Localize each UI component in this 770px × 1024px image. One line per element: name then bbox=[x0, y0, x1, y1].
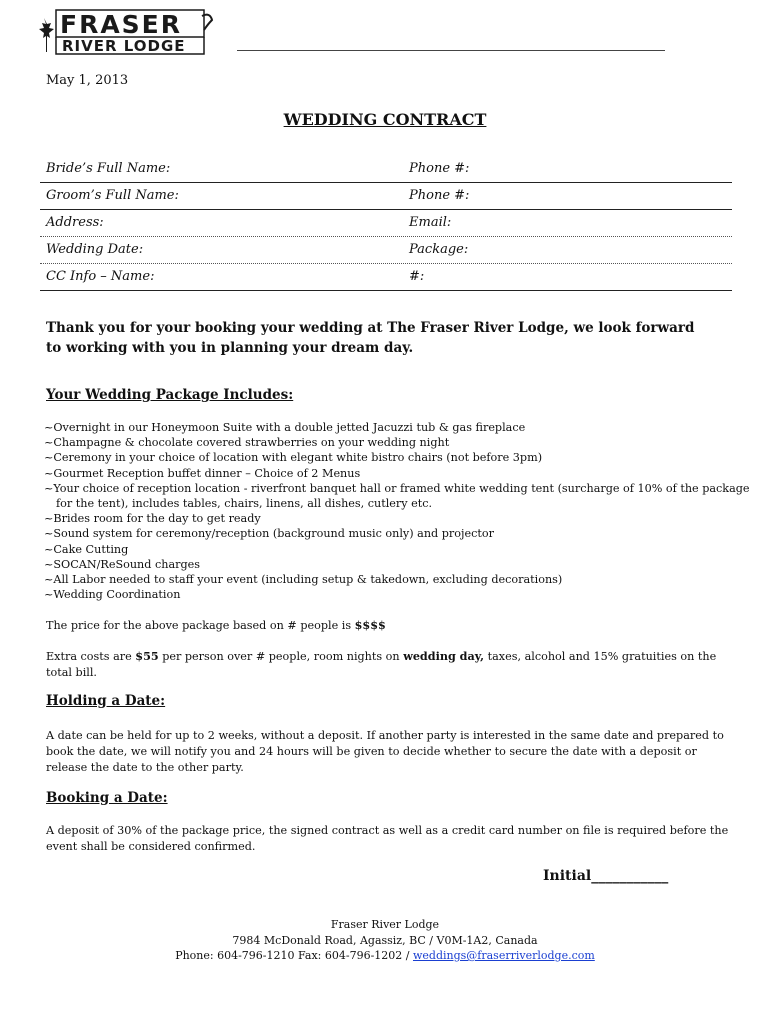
logo-line-2: RIVER LODGE bbox=[62, 37, 186, 55]
bride-name-label: Bride’s Full Name: bbox=[46, 161, 171, 176]
field-row-groom[interactable] bbox=[40, 183, 732, 210]
booking-heading: Booking a Date: bbox=[46, 790, 168, 806]
field-row-cc-info[interactable] bbox=[40, 264, 732, 291]
list-item: ~Brides room for the day to get ready bbox=[44, 512, 261, 526]
price-line bbox=[46, 617, 736, 634]
thank-you-message: Thank you for your booking your wedding at The Fraser River Lodge, we look forward to working with you in planning your dream day. bbox=[46, 320, 695, 356]
package-label: Package: bbox=[409, 242, 469, 257]
logo-line-1: FRASER bbox=[60, 10, 183, 39]
price-text: The price for the above package based on # people is bbox=[46, 619, 355, 632]
package-heading: Your Wedding Package Includes: bbox=[46, 387, 294, 403]
cc-number-label: #: bbox=[409, 269, 425, 284]
list-item: ~All Labor needed to staff your event (including setup & takedown, excluding decorations) bbox=[44, 573, 563, 587]
page-title: WEDDING CONTRACT bbox=[283, 110, 487, 129]
bride-phone-label: Phone #: bbox=[409, 161, 470, 176]
contract-date: May 1, 2013 bbox=[46, 73, 129, 88]
list-item: ~SOCAN/ReSound charges bbox=[44, 557, 200, 571]
groom-name-label: Groom’s Full Name: bbox=[46, 188, 179, 203]
footer-phone: Phone: 604-796-1210 Fax: 604-796-1202 / bbox=[175, 949, 413, 962]
footer-address: 7984 McDonald Road, Agassiz, BC / V0M-1A2, Canada bbox=[232, 933, 538, 947]
extra-wedding-day: wedding day, bbox=[403, 649, 485, 663]
list-item: ~Cake Cutting bbox=[44, 542, 129, 556]
list-item: ~Champagne & chocolate covered strawberries on your wedding night bbox=[44, 436, 450, 450]
list-item: ~Your choice of reception location - riverfront banquet hall or framed white wedding tent (surcharge of 10% of the package bbox=[44, 481, 750, 495]
extra-costs-line bbox=[46, 648, 736, 681]
contact-fields bbox=[40, 156, 732, 291]
footer-email-link[interactable]: weddings@fraserriverlodge.com bbox=[412, 949, 595, 962]
groom-phone-label: Phone #: bbox=[409, 188, 470, 203]
initial-signature-line[interactable]: Initial___________ bbox=[543, 868, 669, 884]
footer-contact bbox=[0, 948, 770, 964]
holding-heading: Holding a Date: bbox=[46, 693, 166, 709]
lodge-logo bbox=[34, 8, 214, 56]
header-rule bbox=[237, 50, 665, 51]
wedding-date-label: Wedding Date: bbox=[46, 242, 144, 257]
list-item-continuation: for the tent), includes tables, chairs, linens, all dishes, cutlery etc. bbox=[56, 497, 433, 511]
price-amount: $$$$ bbox=[354, 618, 386, 632]
footer-name: Fraser River Lodge bbox=[330, 918, 440, 931]
booking-text: A deposit of 30% of the package price, the signed contract as well as a credit card number on file is required before the event shall be considered confirmed. bbox=[46, 824, 729, 853]
address-label: Address: bbox=[46, 215, 104, 230]
cc-name-label: CC Info – Name: bbox=[46, 269, 155, 284]
list-item: ~Gourmet Reception buffet dinner – Choice of 2 Menus bbox=[44, 466, 361, 480]
field-row-bride[interactable] bbox=[40, 156, 732, 183]
extra-per-person-amount: $55 bbox=[135, 649, 159, 663]
maple-leaf-icon bbox=[39, 18, 54, 52]
list-item: ~Wedding Coordination bbox=[44, 588, 181, 602]
extra-text-1: Extra costs are bbox=[46, 650, 136, 663]
list-item: ~Sound system for ceremony/reception (background music only) and projector bbox=[44, 527, 494, 541]
field-row-address[interactable] bbox=[40, 210, 732, 237]
list-item: ~Overnight in our Honeymoon Suite with a double jetted Jacuzzi tub & gas fireplace bbox=[44, 421, 526, 434]
holding-text: A date can be held for up to 2 weeks, without a deposit. If another party is interested in the same date and prepared to book the date, we will notify you and 24 hours will be given to decide whether to secure the date with a deposit or release the date to the other party. bbox=[46, 729, 724, 774]
email-label: Email: bbox=[409, 215, 452, 230]
extra-text-2: per person over # people, room nights on bbox=[158, 650, 404, 663]
footer bbox=[0, 917, 770, 964]
list-item: ~Ceremony in your choice of location with elegant white bistro chairs (not before 3pm) bbox=[44, 451, 543, 465]
extra-text-3: taxes, alcohol and 15% gratuities on the total bill. bbox=[46, 650, 717, 679]
package-list bbox=[44, 420, 750, 602]
field-row-wedding-date[interactable] bbox=[40, 237, 732, 264]
